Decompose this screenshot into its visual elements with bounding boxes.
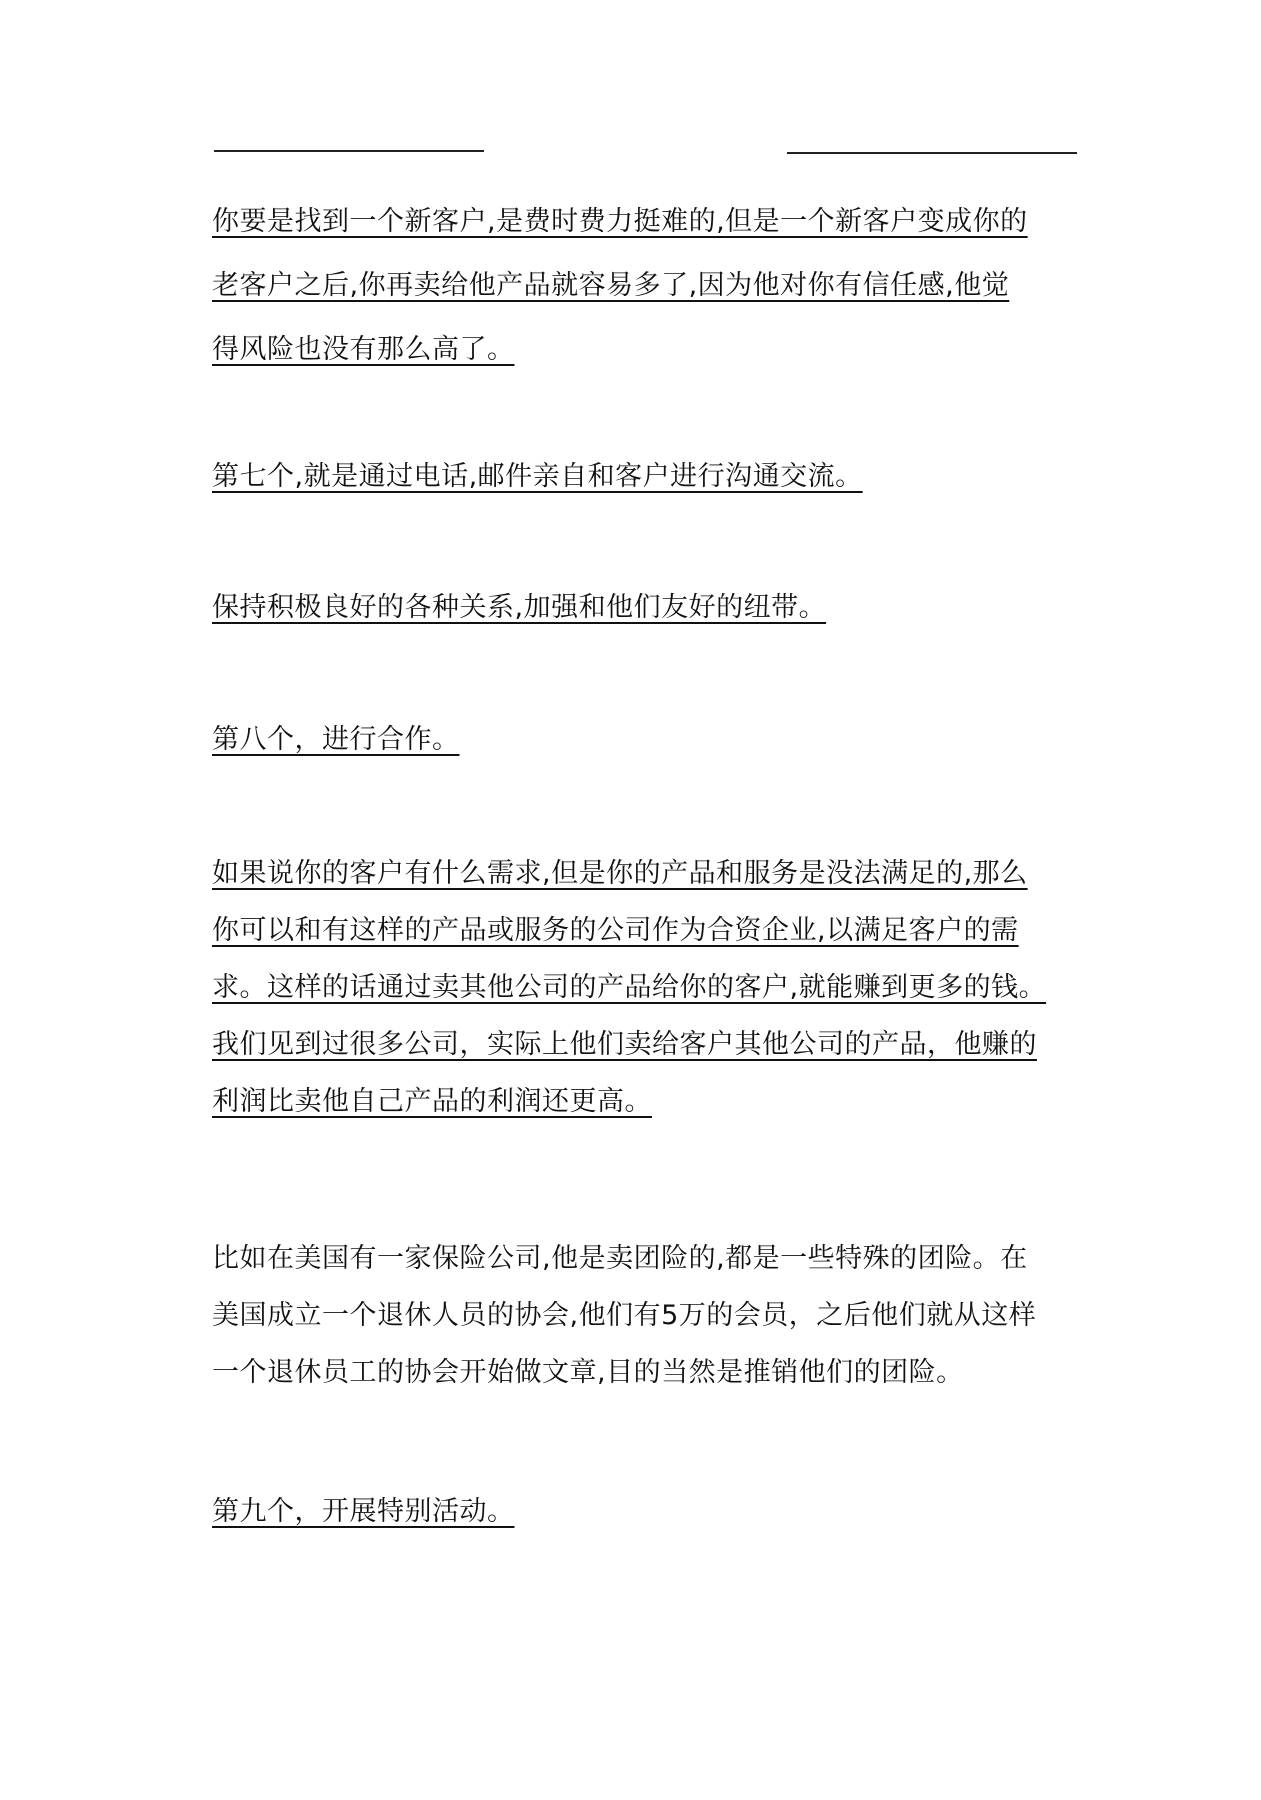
top-right-rule	[787, 152, 1077, 154]
paragraph-item-seven	[212, 452, 1082, 502]
text-line: 你可以和有这样的产品或服务的公司作为合资企业,以满足客户的需	[212, 915, 1019, 946]
paragraph-item-nine	[212, 1487, 1082, 1537]
text-line: 求。这样的话通过卖其他公司的产品给你的客户,就能赚到更多的钱。	[212, 972, 1047, 1003]
text-line: 第八个，进行合作。	[212, 724, 460, 755]
text-line: 如果说你的客户有什么需求,但是你的产品和服务是没法满足的,那么	[212, 858, 1028, 889]
text-line: 比如在美国有一家保险公司,他是卖团险的,都是一些特殊的团险。在	[212, 1243, 1028, 1274]
text-line: 保持积极良好的各种关系,加强和他们友好的纽带。	[212, 592, 827, 623]
paragraph-insurance-example	[212, 1230, 1082, 1401]
paragraph-relationships	[212, 583, 1082, 633]
text-line: 你要是找到一个新客户,是费时费力挺难的,但是一个新客户变成你的	[212, 206, 1028, 237]
text-line: 第九个，开展特别活动。	[212, 1496, 515, 1527]
paragraph-new-customer	[212, 190, 1082, 382]
text-line: 老客户之后,你再卖给他产品就容易多了,因为他对你有信任感,他觉	[212, 270, 1010, 301]
text-line: 一个退休员工的协会开始做文章,目的当然是推销他们的团险。	[212, 1357, 964, 1388]
text-line: 第七个,就是通过电话,邮件亲自和客户进行沟通交流。	[212, 461, 863, 492]
paragraph-cooperation	[212, 845, 1082, 1130]
text-line: 利润比卖他自己产品的利润还更高。	[212, 1086, 652, 1117]
paragraph-item-eight	[212, 715, 1082, 765]
text-line: 美国成立一个退休人员的协会,他们有5万的会员，之后他们就从这样	[212, 1300, 1037, 1331]
text-line: 得风险也没有那么高了。	[212, 334, 515, 365]
text-line: 我们见到过很多公司，实际上他们卖给客户其他公司的产品，他赚的	[212, 1029, 1037, 1060]
top-left-rule	[214, 150, 484, 152]
